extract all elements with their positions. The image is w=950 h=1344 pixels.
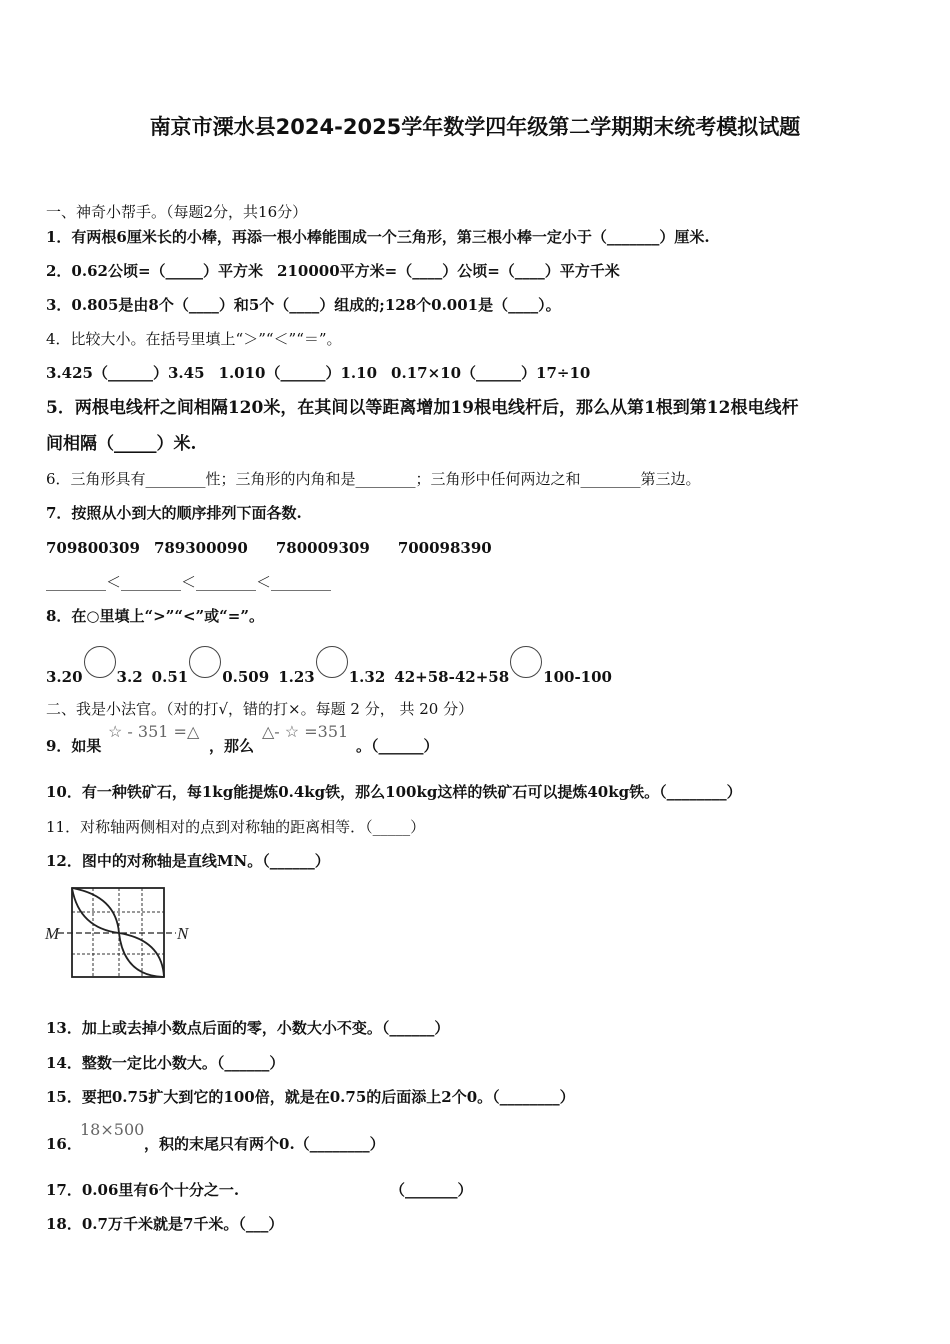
label-n: N — [177, 924, 189, 943]
question-2 — [46, 261, 620, 281]
question-5-line-1: 5．两根电线杆之间相隔120米，在其间以等距离增加19根电线杆后，那么从第1根到第12根电线杆 — [46, 398, 799, 418]
question-2-part-a: 2．0.62公顷=（_____）平方米 — [46, 262, 264, 280]
question-3: 3．0.805是由8个（____）和5个（____）组成的;128个0.001是（____）。 — [46, 296, 561, 314]
question-7-number: 780009309 — [275, 539, 370, 557]
question-8-value: 100-100 — [543, 668, 612, 686]
label-m: M — [45, 924, 60, 943]
question-6: 6．三角形具有________性；三角形的内角和是________；三角形中任何两边之和________第三边。 — [46, 470, 701, 488]
question-10: 10．有一种铁矿石，每1kg能提炼0.4kg铁，那么100kg这样的铁矿石可以提炼40kg铁。（________） — [46, 783, 742, 801]
answer-circle[interactable] — [189, 646, 221, 678]
question-16-suffix: ，积的末尾只有两个0.（________） — [144, 1135, 385, 1153]
question-8-value: 0.51 — [151, 668, 189, 686]
question-9-middle: ，那么 — [209, 737, 255, 755]
question-8-items — [46, 652, 612, 687]
question-8-value: 1.23 — [278, 668, 315, 686]
question-13: 13．加上或去掉小数点后面的零，小数大小不变。（______） — [46, 1019, 450, 1037]
question-16-prefix: 16． — [46, 1135, 82, 1153]
question-15: 15．要把0.75扩大到它的100倍，就是在0.75的后面添上2个0。（________） — [46, 1088, 575, 1106]
question-17-blank: （_______） — [390, 1181, 473, 1199]
question-7-text: 7．按照从小到大的顺序排列下面各数. — [46, 504, 302, 522]
question-7-number: 789300090 — [153, 539, 248, 557]
question-8-value: 42+58-42+58 — [394, 668, 510, 686]
symmetry-figure — [44, 880, 196, 984]
question-7-numbers — [46, 538, 492, 558]
question-4-item-b: 1.010（______）1.10 — [218, 364, 378, 382]
question-9-expression-1: ☆ - 351 =△ — [108, 722, 200, 741]
question-9-prefix: 9．如果 — [46, 737, 102, 755]
section-2-heading: 二、我是小法官。（对的打√，错的打×。每题 2 分， 共 20 分） — [46, 700, 474, 718]
question-7-blanks: ________＜________＜________＜________ — [46, 573, 332, 591]
question-18: 18．0.7万千米就是7千米。（___） — [46, 1215, 284, 1233]
section-1-heading: 一、神奇小帮手。（每题2分，共16分） — [46, 203, 308, 221]
question-9-suffix: 。（______） — [356, 737, 439, 755]
question-4-item-a: 3.425（______）3.45 — [46, 364, 205, 382]
answer-circle[interactable] — [316, 646, 348, 678]
question-12-text: 12．图中的对称轴是直线MN。（______） — [46, 852, 330, 870]
question-7-number: 709800309 — [46, 539, 140, 557]
question-5-line-2: 间相隔（_____）米. — [46, 434, 197, 454]
question-4-text: 4．比较大小。在括号里填上“＞”“＜”“＝”。 — [46, 330, 342, 348]
question-7-number: 700098390 — [397, 539, 492, 557]
question-11: 11．对称轴两侧相对的点到对称轴的距离相等．（_____） — [46, 818, 426, 836]
page-title: 南京市溧水县2024-2025学年数学四年级第二学期期末统考模拟试题 — [149, 115, 801, 139]
answer-circle[interactable] — [84, 646, 116, 678]
question-8-value: 1.32 — [348, 668, 386, 686]
question-16-expression: 18×500 — [80, 1120, 145, 1139]
question-8-text: 8．在○里填上“>”“<”或“=”。 — [46, 607, 264, 625]
question-4-item-c: 0.17×10（______）17÷10 — [391, 364, 591, 382]
question-8-value: 3.2 — [116, 668, 143, 686]
question-2-part-b: 210000平方米=（____）公顷=（____）平方千米 — [277, 262, 620, 280]
answer-circle[interactable] — [510, 646, 542, 678]
question-14: 14．整数一定比小数大。（______） — [46, 1054, 285, 1072]
question-4-items — [46, 363, 590, 383]
question-8-value: 0.509 — [222, 668, 270, 686]
question-17-text: 17．0.06里有6个十分之一. — [46, 1181, 240, 1199]
question-9-expression-2: △- ☆ =351 — [262, 722, 349, 741]
question-8-value: 3.20 — [46, 668, 83, 686]
question-1: 1．有两根6厘米长的小棒，再添一根小棒能围成一个三角形，第三根小棒一定小于（_______）厘米. — [46, 228, 710, 246]
